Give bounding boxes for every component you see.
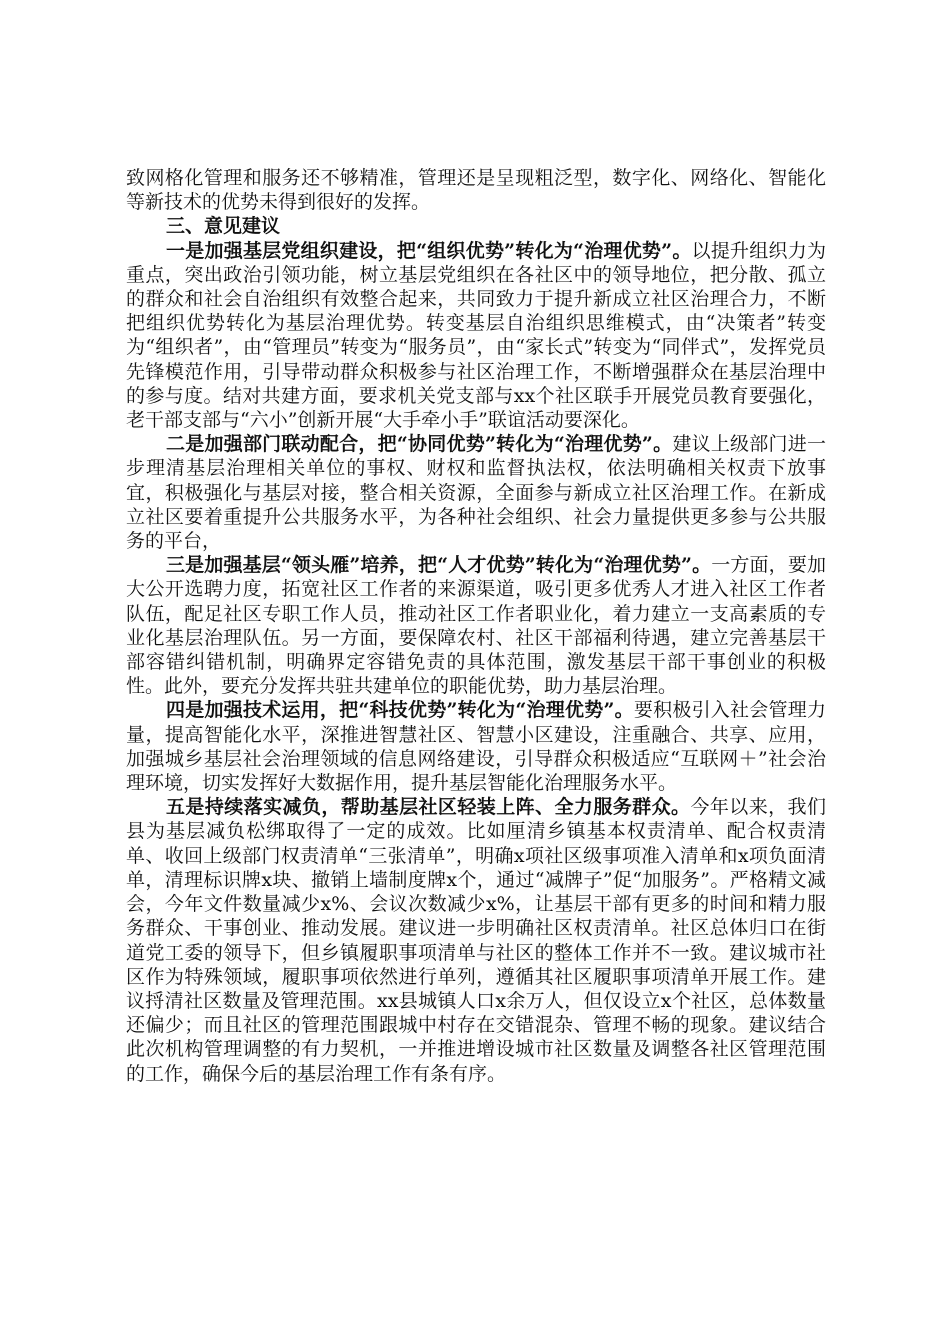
- suggestion-lead-1: 一是加强基层党组织建设，把“组织优势”转化为“治理优势”。: [166, 239, 692, 262]
- suggestion-paragraph-5: [126, 795, 826, 1085]
- suggestion-body-4: 要积极引入社会管理力量，提高智能化水平，深推进智慧社区、智慧小区建设，注重融合、共享、应用，加强城乡基层社会治理领域的信息网络建设，引导群众积极适应“互联网＋”社会治理环境，切实发挥好大数据作用，提升基层智能化治理服务水平。: [126, 699, 826, 795]
- intro-paragraph: 致网格化管理和服务还不够精准，管理还是呈现粗泛型，数字化、网络化、智能化等新技术的优势未得到很好的发挥。: [126, 167, 826, 214]
- suggestion-lead-3: 三是加强基层“领头雁”培养，把“人才优势”转化为“治理优势”。: [166, 554, 712, 577]
- suggestion-paragraph-1: [126, 239, 826, 433]
- suggestion-lead-4: 四是加强技术运用，把“科技优势”转化为“治理优势”。: [166, 699, 634, 722]
- suggestion-paragraph-3: [126, 553, 826, 698]
- section-heading: 三、意见建议: [166, 215, 281, 238]
- suggestion-body-2: 建议上级部门进一步理清基层治理相关单位的事权、财权和监督执法权，依法明确相关权责下放事宜，积极强化与基层对接，整合相关资源，全面参与新成立社区治理工作。在新成立社区要着重提升公共服务水平，为各种社会组织、社会力量提供更多参与公共服务的平台，: [126, 433, 826, 553]
- suggestion-body-1: 以提升组织力为重点，突出政治引领功能，树立基层党组织在各社区中的领导地位，把分散、孤立的群众和社会自治组织有效整合起来，共同致力于提升新成立社区治理合力，不断把组织优势转化为基层治理优势。转变基层自治组织思维模式，由“决策者”转变为“组织者”，由“管理员”转变为“服务员”，由“家长式”转变为“同伴式”，发挥党员先锋模范作用，引导带动群众积极参与社区治理工作，不断增强群众在基层治理中的参与度。结对共建方面，要求机关党支部与xx个社区联手开展党员教育要强化，老干部支部与“六小”创新开展“大手牵小手”联谊活动要深化。: [126, 239, 826, 432]
- suggestion-lead-5: 五是持续落实减负，帮助基层社区轻装上阵、全力服务群众。: [166, 796, 691, 819]
- suggestion-lead-2: 二是加强部门联动配合，把“协同优势”转化为“治理优势”。: [166, 433, 673, 456]
- suggestion-paragraph-4: [126, 698, 826, 795]
- suggestion-body-3: 一方面，要加大公开选聘力度，拓宽社区工作者的来源渠道，吸引更多优秀人才进入社区工作者队伍，配足社区专职工作人员，推动社区工作者职业化，着力建立一支高素质的专业化基层治理队伍。另一方面，要保障农村、社区干部福利待遇，建立完善基层干部容错纠错机制，明确界定容错免责的具体范围，激发基层干部干事创业的积极性。此外，要充分发挥共驻共建单位的职能优势，助力基层治理。: [126, 554, 826, 698]
- document-page: [126, 166, 826, 1086]
- suggestion-body-5: 今年以来，我们县为基层减负松绑取得了一定的成效。比如厘清乡镇基本权责清单、配合权责清单、收回上级部门权责清单“三张清单”，明确x项社区级事项准入清单和x项负面清单，清理标识牌x块、撤销上墙制度牌x个，通过“减牌子”促“加服务”。严格精文减会，今年文件数量减少x%、会议次数减少x%，让基层干部有更多的时间和精力服务群众、干事创业、推动发展。建议进一步明确社区权责清单。社区总体归口在街道党工委的领导下，但乡镇履职事项清单与社区的整体工作并不一致。建议城市社区作为特殊领域，履职事项依然进行单列，遵循其社区履职事项清单开展工作。建议捋清社区数量及管理范围。xx县城镇人口x余万人，但仅设立x个社区，总体数量还偏少；而且社区的管理范围跟城中村存在交错混杂、管理不畅的现象。建议结合此次机构管理调整的有力契机，一并推进增设城市社区数量及调整各社区管理范围的工作，确保今后的基层治理工作有条有序。: [126, 796, 826, 1085]
- suggestion-paragraph-2: [126, 432, 826, 553]
